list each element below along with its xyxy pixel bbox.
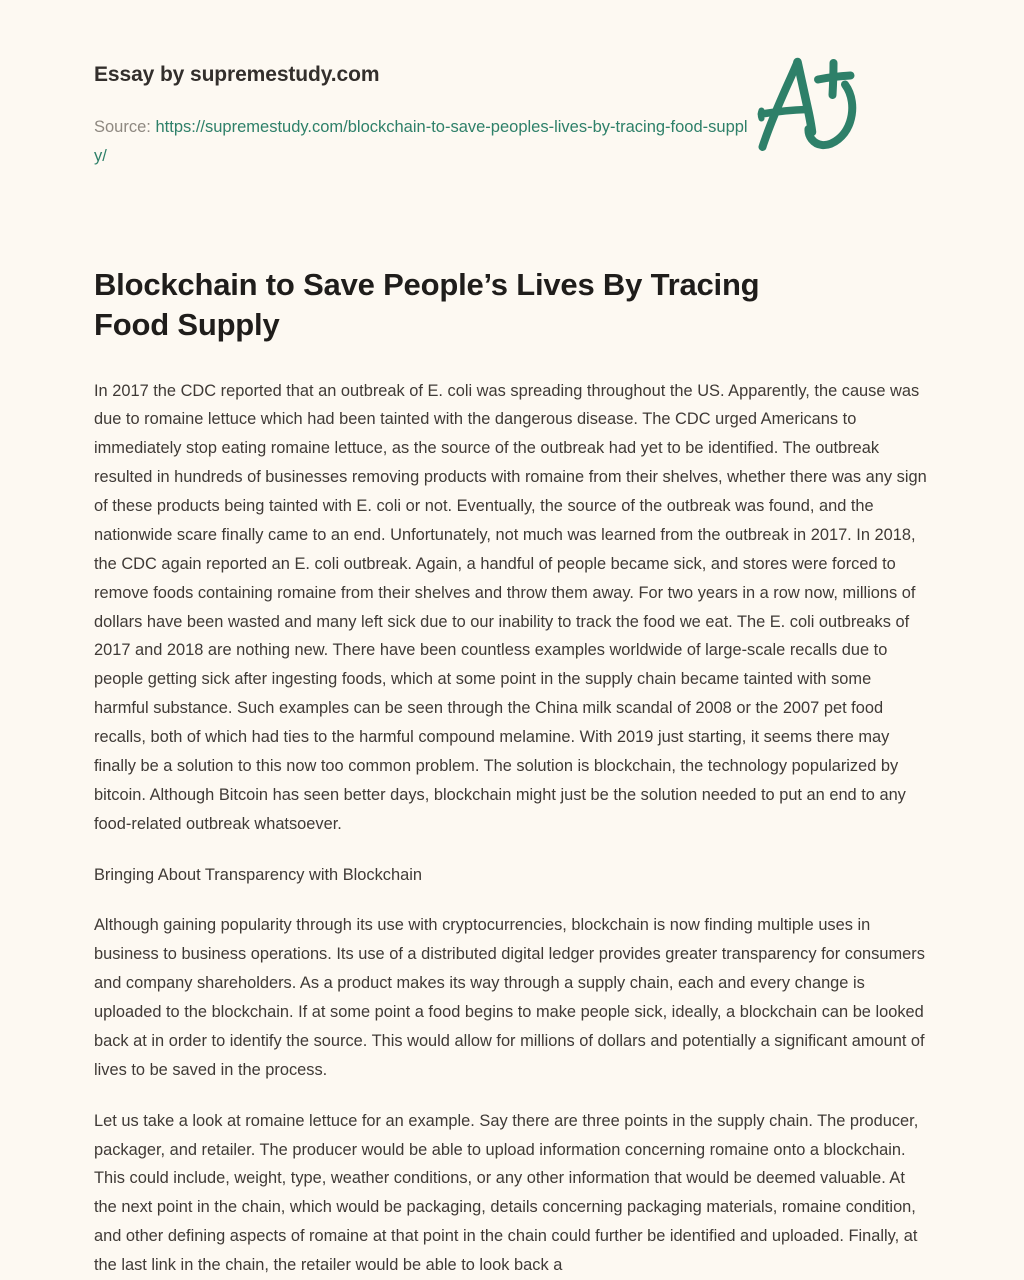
source-label: Source: xyxy=(94,118,151,137)
section-heading-transparency: Bringing About Transparency with Blockchain xyxy=(94,865,422,884)
source-url-link[interactable]: https://supremestudy.com/blockchain-to-save-peoples-lives-by-tracing-food-supply/ xyxy=(94,118,748,165)
body-paragraph: In 2017 the CDC reported that an outbreak of E. coli was spreading throughout the US. Apparently, the cause was due to romaine lettuce which had been tainted with the dangerous disease. The CDC urged Americans to immediately stop eating romaine lettuce, as the source of the outbreak had yet to be identified. The outbreak resulted in hundreds of businesses removing products with romaine from their shelves, whether there was any sign of these products being tainted with E. coli or not. Eventually, the source of the outbreak was found, and the nationwide scare finally came to an end. Unfortunately, not much was learned from the outbreak in 2017. In 2018, the CDC again reported an E. coli outbreak. Again, a handful of people became sick, and stores were forced to remove foods containing romaine from their shelves and throw them away. For two years in a row now, millions of dollars have been wasted and many left sick due to our inability to track the food we eat. The E. coli outbreaks of 2017 and 2018 are nothing new. There have been countless examples worldwide of large-scale recalls due to people getting sick after ingesting foods, which at some point in the supply chain became tainted with some harmful substance. Such examples can be seen through the China milk scandal of 2008 or the 2007 pet food recalls, both of which had ties to the harmful compound melamine. With 2019 just starting, it seems there may finally be a solution to this now too common problem. The solution is blockchain, the technology popularized by bitcoin. Although Bitcoin has seen better days, blockchain might just be the solution needed to put an end to any food-related outbreak whatsoever. xyxy=(94,381,927,833)
byline: Essay by supremestudy.com xyxy=(94,63,380,86)
document-header xyxy=(94,0,930,180)
a-plus-logo-icon xyxy=(744,48,872,156)
page-title: Blockchain to Save People’s Lives By Tracing Food Supply xyxy=(94,267,760,343)
body-paragraph: Let us take a look at romaine lettuce for an example. Say there are three points in the supply chain. The producer, packager, and retailer. The producer would be able to upload information concerning romaine onto a blockchain. This could include, weight, type, weather conditions, or any other information that would be deemed valuable. At the next point in the chain, which would be packaging, details concerning packaging materials, romaine condition, and other defining aspects of romaine at that point in the chain could further be identified and uploaded. Finally, at the last link in the chain, the retailer would be able to look back a xyxy=(94,1111,919,1275)
body-paragraph: Although gaining popularity through its use with cryptocurrencies, blockchain is now finding multiple uses in business to business operations. Its use of a distributed digital ledger provides greater transparency for consumers and company shareholders. As a product makes its way through a supply chain, each and every change is uploaded to the blockchain. If at some point a food begins to make people sick, ideally, a blockchain can be looked back at in order to identify the source. This would allow for millions of dollars and potentially a significant amount of lives to be saved in the process. xyxy=(94,916,925,1079)
document-body xyxy=(94,377,930,1280)
source-line xyxy=(94,113,754,170)
